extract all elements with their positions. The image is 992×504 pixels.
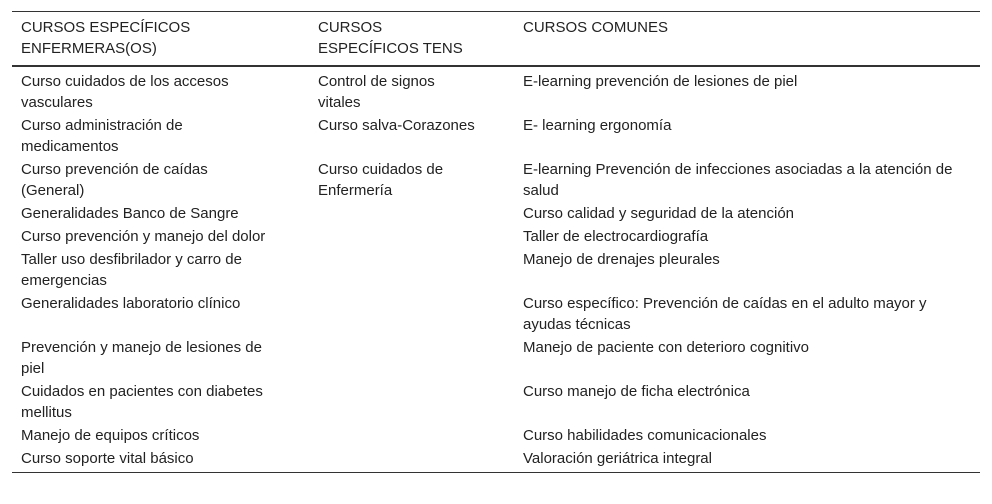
table-row <box>12 225 980 248</box>
cell-nurses-course: Curso prevención de caídas (General) <box>21 161 208 199</box>
table-row <box>12 380 980 424</box>
cell-nurses-course: Curso prevención y manejo del dolor <box>21 228 266 245</box>
table-row <box>12 66 980 114</box>
cell-nurses-course: Generalidades laboratorio clínico <box>21 295 241 312</box>
cell-nurses-course: Prevención y manejo de lesiones de piel <box>21 339 262 377</box>
cell-tens-course <box>309 225 514 248</box>
table-row <box>12 424 980 447</box>
table-body <box>12 66 980 473</box>
cell-common-course: Valoración geriátrica integral <box>523 450 712 467</box>
header-row <box>12 12 980 67</box>
cell-tens-course <box>309 447 514 473</box>
header-common-courses: CURSOS COMUNES <box>523 19 669 36</box>
cell-common-course: Curso manejo de ficha electrónica <box>523 383 750 400</box>
cell-nurses-course: Curso administración de medicamentos <box>21 117 183 155</box>
cell-common-course: E-learning prevención de lesiones de piel <box>523 73 798 90</box>
cell-nurses-course: Curso cuidados de los accesos vasculares <box>21 73 229 111</box>
table-header <box>12 12 980 67</box>
courses-table-container <box>12 11 980 473</box>
table-row <box>12 202 980 225</box>
table-row <box>12 447 980 473</box>
cell-common-course: Taller de electrocardiografía <box>523 228 709 245</box>
cell-tens-course: Curso cuidados de Enfermería <box>318 161 444 199</box>
header-tens-courses: CURSOS ESPECÍFICOS TENS <box>318 19 463 57</box>
header-nurses-courses: CURSOS ESPECÍFICOS ENFERMERAS(OS) <box>21 19 191 57</box>
cell-common-course: E- learning ergonomía <box>523 117 672 134</box>
table-row <box>12 248 980 292</box>
cell-nurses-course: Manejo de equipos críticos <box>21 427 200 444</box>
cell-common-course: Curso calidad y seguridad de la atención <box>523 205 795 222</box>
cell-tens-course <box>309 336 514 380</box>
cell-nurses-course: Taller uso desfibrilador y carro de emergencias <box>21 251 242 289</box>
table-row <box>12 158 980 202</box>
cell-tens-course <box>309 380 514 424</box>
cell-tens-course <box>309 202 514 225</box>
cell-nurses-course: Curso soporte vital básico <box>21 450 194 467</box>
cell-tens-course <box>309 292 514 336</box>
cell-tens-course: Control de signos vitales <box>318 73 435 111</box>
table-row <box>12 336 980 380</box>
table-row <box>12 292 980 336</box>
cell-common-course: Curso habilidades comunicacionales <box>523 427 767 444</box>
cell-common-course: Manejo de paciente con deterioro cognitivo <box>523 339 810 356</box>
table-row <box>12 114 980 158</box>
cell-common-course: Curso específico: Prevención de caídas en el adulto mayor y ayudas técnicas <box>523 295 927 333</box>
cell-nurses-course: Generalidades Banco de Sangre <box>21 205 239 222</box>
cell-tens-course <box>309 424 514 447</box>
cell-common-course: Manejo de drenajes pleurales <box>523 251 720 268</box>
cell-tens-course: Curso salva-Corazones <box>318 117 475 134</box>
cell-common-course: E-learning Prevención de infecciones asociadas a la atención de salud <box>523 161 953 199</box>
cell-tens-course <box>309 248 514 292</box>
cell-nurses-course: Cuidados en pacientes con diabetes mellitus <box>21 383 263 421</box>
courses-table <box>12 11 980 473</box>
